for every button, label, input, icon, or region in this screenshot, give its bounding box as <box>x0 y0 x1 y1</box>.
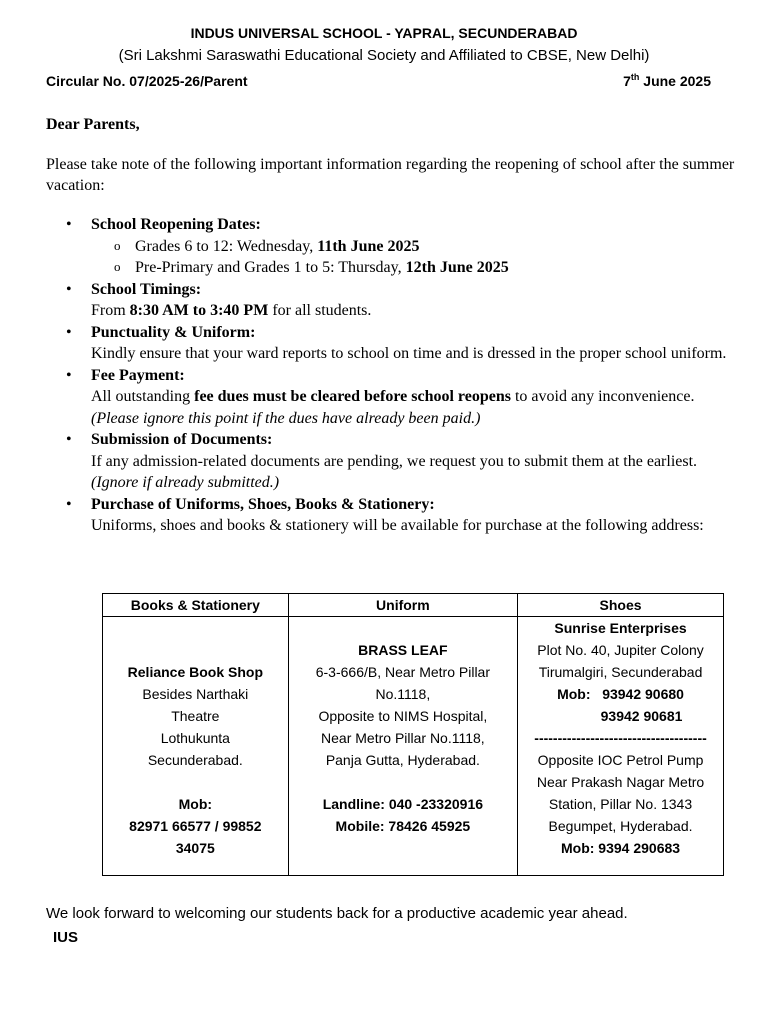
reopening-title: School Reopening Dates: <box>91 216 261 233</box>
circular-date <box>623 73 711 89</box>
reopening-junior <box>91 257 736 279</box>
fee-post: to avoid any inconvenience. <box>510 388 699 405</box>
books-address-line: Secunderabad. <box>147 752 243 768</box>
info-list <box>46 214 736 537</box>
books-address-line: Theatre <box>171 708 220 724</box>
date-suffix: th <box>630 72 640 82</box>
table-row <box>103 617 724 876</box>
timings-hours: 8:30 AM to 3:40 PM <box>129 302 269 319</box>
shoes-address-line: Begumpet, Hyderabad. <box>548 818 693 834</box>
uniform-shop-name: BRASS LEAF <box>358 642 448 658</box>
books-mob-label: Mob: <box>178 796 213 812</box>
shoes-address-line: Near Prakash Nagar Metro <box>536 774 705 790</box>
books-shop-name: Reliance Book Shop <box>127 664 264 680</box>
shoes-mob-secondary: 93942 90681 <box>600 708 683 724</box>
closing-line: We look forward to welcoming our students back for a productive academic year ahead. <box>46 905 628 922</box>
books-address-line: Lothukunta <box>160 730 230 746</box>
uniform-landline: Landline: 040 -23320916 <box>322 796 484 812</box>
list-item-purchase <box>46 494 736 537</box>
uniform-address-line: Near Metro Pillar No.1118, <box>321 730 485 746</box>
header-books: Books & Stationery <box>103 594 289 617</box>
salutation: Dear Parents, <box>46 116 140 133</box>
shoes-mob-primary: Mob: 93942 90680 <box>557 686 684 702</box>
shoes-separator: ------------------------------------- <box>534 730 707 746</box>
documents-note: (Ignore if already submitted.) <box>91 474 280 491</box>
list-item-punctuality <box>46 322 736 365</box>
punctuality-title: Punctuality & Uniform: <box>91 323 256 341</box>
reopening-junior-date: 12th June 2025 <box>405 259 509 276</box>
list-item-timings <box>46 279 736 322</box>
fee-note: (Please ignore this point if the dues have already been paid.) <box>91 409 481 427</box>
purchase-text: Uniforms, shoes and books & stationery will be available for purchase at the following address: <box>91 517 704 534</box>
school-name: INDUS UNIVERSAL SCHOOL - YAPRAL, SECUNDERABAD <box>190 25 578 41</box>
timings-pre: From <box>91 302 130 319</box>
books-mob-numbers: 82971 66577 / 99852 34075 <box>129 818 262 856</box>
vendor-table <box>102 593 724 876</box>
reopening-senior-text: Grades 6 to 12: Wednesday, <box>135 237 318 255</box>
books-cell <box>103 617 289 876</box>
timings-title: School Timings: <box>91 280 202 298</box>
list-item-documents <box>46 429 736 494</box>
punctuality-text: Kindly ensure that your ward reports to school on time and is dressed in the proper school uniform. <box>91 345 727 362</box>
date-month-year: June 2025 <box>639 73 711 89</box>
fee-pre: All outstanding <box>91 388 195 405</box>
fee-title: Fee Payment: <box>91 366 185 384</box>
reopening-junior-text: Pre-Primary and Grades 1 to 5: Thursday, <box>135 259 406 276</box>
intro-paragraph: Please take note of the following important information regarding the reopening of school after the summer vacation: <box>46 156 735 194</box>
purchase-title: Purchase of Uniforms, Shoes, Books & Stationery: <box>91 495 435 513</box>
shoes-mob-branch: Mob: 9394 290683 <box>560 840 681 856</box>
reopening-senior <box>91 236 736 258</box>
uniform-address-line: Opposite to NIMS Hospital, <box>318 708 488 724</box>
reopening-senior-date: 11th June 2025 <box>317 237 420 255</box>
date-day: 7 <box>623 73 631 89</box>
shoes-cell <box>518 617 724 876</box>
fee-highlight: fee dues must be cleared before school reopens <box>194 388 511 405</box>
shoes-address-line: Tirumalgiri, Secunderabad <box>538 664 703 680</box>
uniform-mobile: Mobile: 78426 45925 <box>335 818 471 834</box>
header-uniform: Uniform <box>288 594 517 617</box>
uniform-address-line: 6-3-666/B, Near Metro Pillar No.1118, <box>315 664 491 702</box>
uniform-address-line: Panja Gutta, Hyderabad. <box>325 752 480 768</box>
table-header-row <box>103 594 724 617</box>
shoes-shop-name: Sunrise Enterprises <box>554 620 687 636</box>
uniform-cell <box>288 617 517 876</box>
header-shoes: Shoes <box>518 594 724 617</box>
reopening-dates <box>91 236 736 279</box>
circular-number: Circular No. 07/2025-26/Parent <box>46 73 248 89</box>
school-affiliation: (Sri Lakshmi Saraswathi Educational Society and Affiliated to CBSE, New Delhi) <box>118 47 650 64</box>
list-item-reopening <box>46 214 736 279</box>
list-item-fee <box>46 365 736 430</box>
shoes-address-line: Plot No. 40, Jupiter Colony <box>537 642 704 658</box>
shoes-address-line: Opposite IOC Petrol Pump <box>537 752 704 768</box>
documents-title: Submission of Documents: <box>91 431 273 448</box>
timings-post: for all students. <box>268 302 372 319</box>
shoes-address-line: Station, Pillar No. 1343 <box>548 796 693 812</box>
signature: IUS <box>53 929 79 946</box>
books-address-line: Besides Narthaki <box>142 686 249 702</box>
documents-text: If any admission-related documents are pending, we request you to submit them at the earliest. <box>91 452 702 470</box>
